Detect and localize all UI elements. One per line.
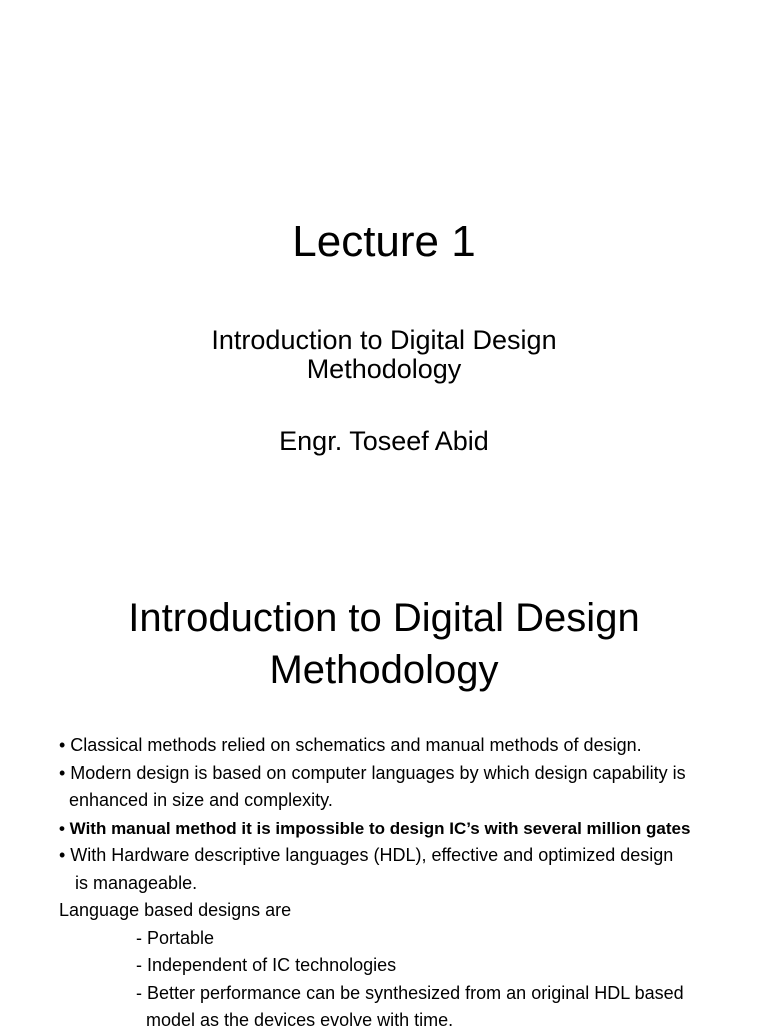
lecture-title: Lecture 1: [292, 217, 476, 266]
slide-title-line-2: Methodology: [269, 648, 499, 692]
bullet-item: • With manual method it is impossible to design IC’s with several million gates: [59, 818, 691, 838]
language-based-heading: Language based designs are: [59, 900, 292, 920]
author-name: Engr. Toseef Abid: [279, 426, 489, 456]
subtitle-line-2: Methodology: [306, 354, 462, 384]
list-item: - Portable: [136, 927, 215, 948]
slide-title-line-1: Introduction to Digital Design: [128, 596, 640, 640]
bullet-item: • Classical methods relied on schematics and manual methods of design.: [59, 735, 642, 755]
bullet-item: • With Hardware descriptive languages (HDL), effective and optimized design: [59, 845, 674, 865]
language-based-list: [59, 897, 764, 1035]
list-item-continuation: model as the devices evolve with time.: [146, 1010, 454, 1030]
bullet-item: • Modern design is based on computer languages by which design capability is: [59, 762, 686, 783]
lecture-subtitle: [0, 326, 768, 384]
list-item: - Independent of IC technologies: [136, 955, 397, 975]
bullet-item-continuation: enhanced in size and complexity.: [69, 790, 333, 810]
slide-title: [0, 592, 768, 696]
list-item: - Better performance can be synthesized from an original HDL based: [136, 982, 684, 1003]
bullet-list: [59, 732, 764, 897]
subtitle-line-1: Introduction to Digital Design: [211, 325, 557, 355]
bullet-item-continuation: is manageable.: [75, 872, 198, 893]
